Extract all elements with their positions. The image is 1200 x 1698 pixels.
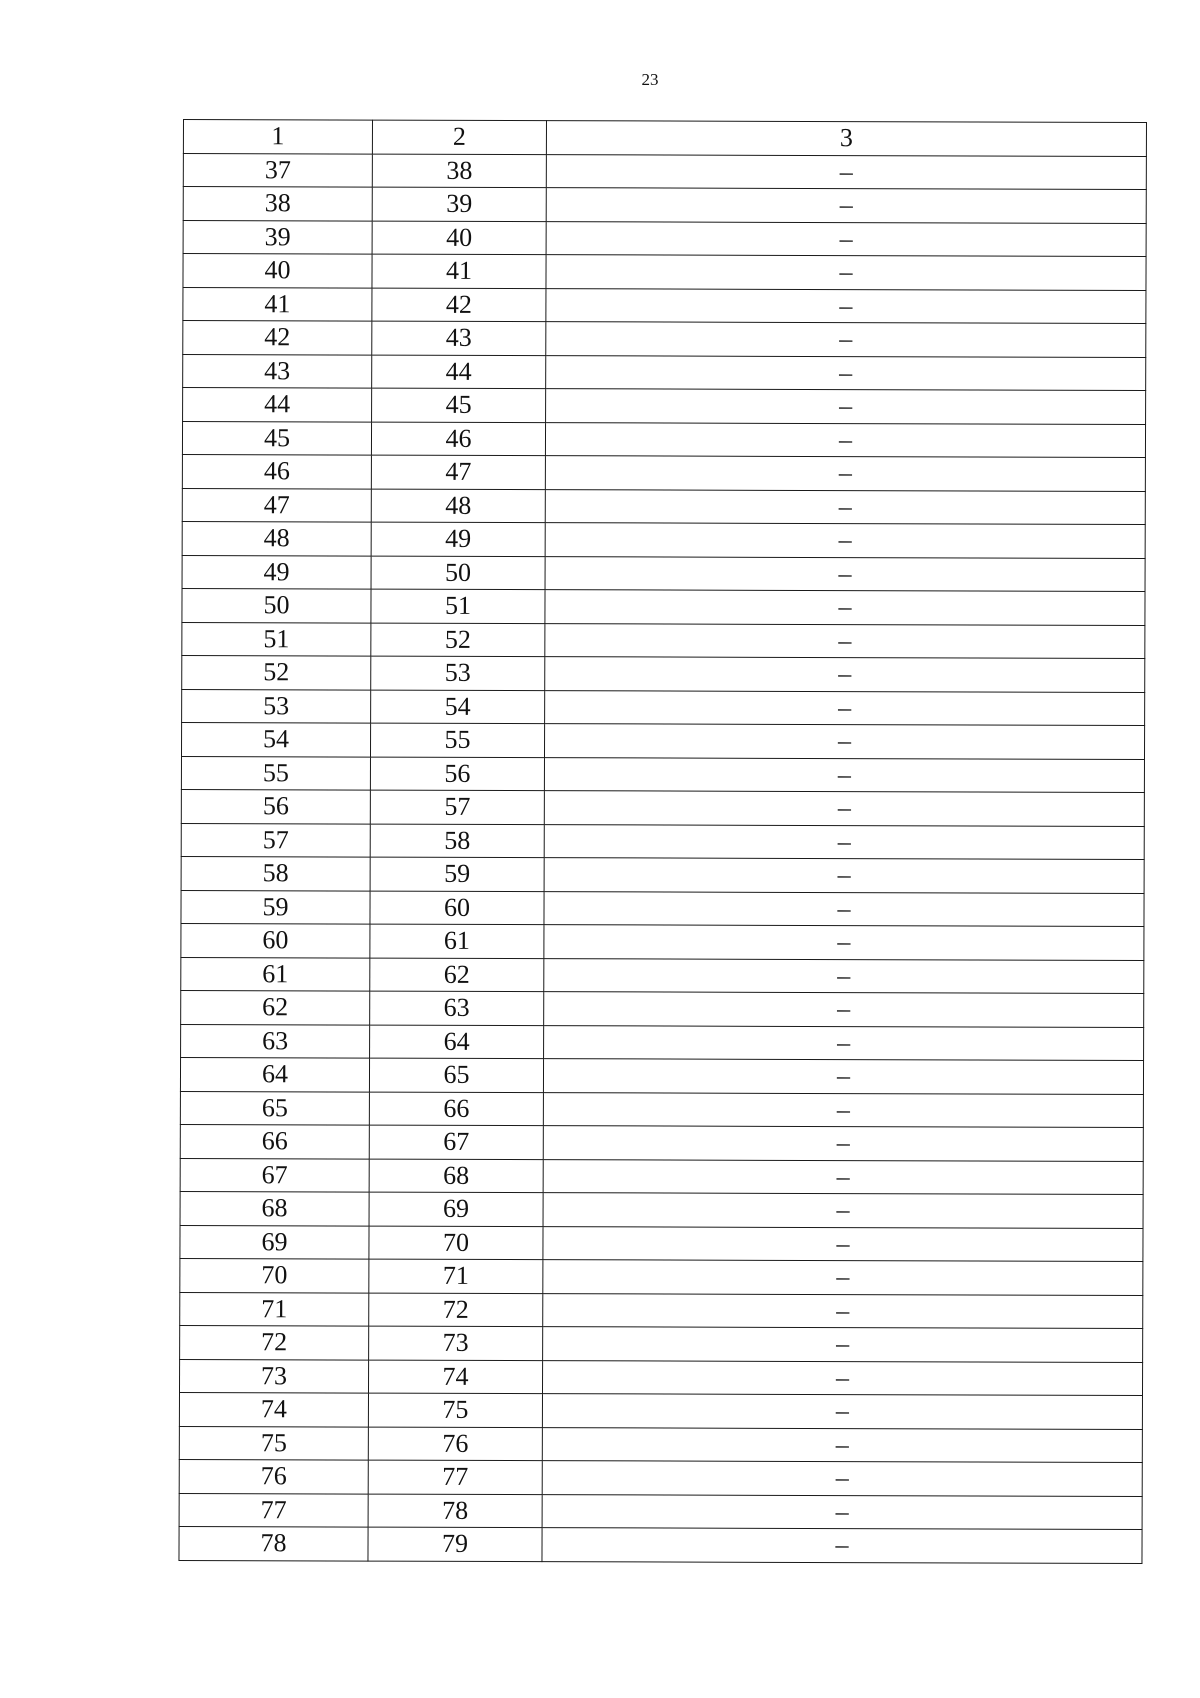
table-cell-col-1: 46 [182,454,371,488]
table-row [182,454,1145,491]
table-cell-col-3: – [544,1025,1144,1060]
table-row [179,1426,1142,1463]
table-cell-col-2: 55 [370,723,544,757]
table-cell-col-2: 67 [369,1125,543,1159]
table-row [182,689,1145,726]
table-cell-col-2: 50 [371,556,545,590]
table-row [181,756,1144,793]
table-cell-col-2: 68 [369,1159,543,1193]
table-cell-col-1: 60 [181,923,370,957]
table-row [183,287,1146,324]
table-cell-col-2: 43 [372,321,546,355]
table-cell-col-2: 40 [372,221,546,255]
table-cell-col-1: 77 [179,1493,368,1527]
table-body [179,120,1147,1564]
table-cell-col-1: 42 [183,321,372,355]
table-cell-col-3: – [542,1461,1142,1496]
table-cell-col-2: 49 [371,522,545,556]
table-row [180,1124,1143,1161]
table-row [183,220,1146,257]
table-cell-col-3: – [543,1293,1143,1328]
column-header-2: 2 [372,120,546,154]
table-row [181,856,1144,893]
table-cell-col-1: 37 [183,153,372,187]
table-cell-col-3: – [544,858,1144,893]
table-cell-col-3: – [545,556,1145,591]
table-cell-col-2: 75 [368,1393,542,1427]
table-cell-col-2: 60 [370,891,544,925]
table-cell-col-1: 68 [180,1191,369,1225]
data-table [178,119,1147,1564]
table-row [182,588,1145,625]
table-cell-col-2: 52 [371,623,545,657]
table-cell-col-1: 78 [179,1526,368,1560]
table-row [183,187,1146,224]
table-cell-col-1: 56 [181,789,370,823]
table-row [182,488,1145,525]
table-cell-col-3: – [544,925,1144,960]
table-row [181,957,1144,994]
table-cell-col-2: 42 [372,288,546,322]
table-cell-col-2: 64 [370,1025,544,1059]
table-cell-col-2: 61 [370,924,544,958]
column-header-1: 1 [183,120,372,154]
table-cell-col-2: 51 [371,589,545,623]
table-row [180,1292,1143,1329]
table-cell-col-3: – [544,757,1144,792]
table-cell-col-1: 55 [181,756,370,790]
table-cell-col-2: 65 [369,1058,543,1092]
table-cell-col-1: 64 [180,1057,369,1091]
table-row [183,354,1146,391]
table-cell-col-1: 43 [183,354,372,388]
table-cell-col-1: 75 [179,1426,368,1460]
table-cell-col-1: 63 [181,1024,370,1058]
table-cell-col-3: – [542,1494,1142,1529]
table-row [179,1392,1142,1429]
table-cell-col-1: 73 [179,1359,368,1393]
table-cell-col-3: – [546,389,1146,424]
table-cell-col-3: – [544,724,1144,759]
table-row [180,1158,1143,1195]
table-cell-col-2: 46 [371,422,545,456]
table-cell-col-3: – [546,255,1146,290]
table-row [183,153,1146,190]
table-cell-col-3: – [543,1092,1143,1127]
table-cell-col-3: – [546,188,1146,223]
table-cell-col-2: 48 [371,489,545,523]
table-cell-col-1: 47 [182,488,371,522]
table-cell-col-1: 54 [181,722,370,756]
table-cell-col-1: 51 [182,622,371,656]
table-cell-col-3: – [546,221,1146,256]
table-cell-col-1: 52 [182,655,371,689]
table-cell-col-1: 76 [179,1459,368,1493]
table-row [181,990,1144,1027]
table-cell-col-3: – [544,891,1144,926]
table-row [180,1091,1143,1128]
table-row [180,1325,1143,1362]
table-cell-col-3: – [545,523,1145,558]
table-cell-col-2: 57 [370,790,544,824]
table-row [182,421,1145,458]
table-cell-col-1: 74 [179,1392,368,1426]
table-row [179,1459,1142,1496]
table-cell-col-3: – [546,288,1146,323]
table-cell-col-2: 41 [372,254,546,288]
table-row [183,321,1146,358]
table-row [181,890,1144,927]
table-cell-col-3: – [545,657,1145,692]
table-cell-col-3: – [542,1394,1142,1429]
table-cell-col-1: 40 [183,254,372,288]
table-cell-col-3: – [545,489,1145,524]
table-cell-col-1: 70 [180,1258,369,1292]
table-cell-col-3: – [543,1193,1143,1228]
table-cell-col-2: 63 [370,991,544,1025]
table-row [181,789,1144,826]
table-cell-col-3: – [546,355,1146,390]
table-cell-col-3: – [542,1528,1142,1563]
table-cell-col-1: 53 [182,689,371,723]
table-row [179,1493,1142,1530]
table-cell-col-1: 50 [182,588,371,622]
table-row [182,655,1145,692]
table-cell-col-2: 73 [369,1326,543,1360]
table-cell-col-3: – [546,154,1146,189]
table-cell-col-1: 39 [183,220,372,254]
table-cell-col-2: 76 [368,1427,542,1461]
table-cell-col-1: 58 [181,856,370,890]
table-row [180,1258,1143,1295]
table-cell-col-1: 61 [181,957,370,991]
table-cell-col-2: 44 [372,355,546,389]
table-row [181,722,1144,759]
column-header-3: 3 [546,121,1146,156]
table-row [180,1057,1143,1094]
table-cell-col-1: 45 [182,421,371,455]
table-cell-col-2: 70 [369,1226,543,1260]
table-cell-col-1: 67 [180,1158,369,1192]
table-cell-col-1: 48 [182,521,371,555]
table-cell-col-2: 54 [371,690,545,724]
table-cell-col-2: 62 [370,958,544,992]
table-cell-col-2: 69 [369,1192,543,1226]
table-cell-col-3: – [543,1159,1143,1194]
table-cell-col-3: – [545,590,1145,625]
table-row [180,1191,1143,1228]
table-cell-col-2: 56 [370,757,544,791]
table-cell-col-1: 49 [182,555,371,589]
table-row [179,1359,1142,1396]
table-cell-col-1: 57 [181,823,370,857]
table-cell-col-1: 44 [183,388,372,422]
table-row [180,1225,1143,1262]
table-cell-col-3: – [543,1059,1143,1094]
table-row [182,521,1145,558]
table-cell-col-3: – [545,456,1145,491]
table-cell-col-2: 71 [369,1259,543,1293]
table-cell-col-3: – [543,1260,1143,1295]
table-row [181,823,1144,860]
table-cell-col-2: 58 [370,824,544,858]
table-cell-col-2: 38 [372,154,546,188]
table-header-row [183,120,1146,157]
table-cell-col-2: 78 [368,1494,542,1528]
table-cell-col-3: – [543,1126,1143,1161]
table-cell-col-3: – [543,1226,1143,1261]
page-number: 23 [641,70,659,89]
table-row [183,254,1146,291]
table-cell-col-2: 59 [370,857,544,891]
table-cell-col-3: – [544,824,1144,859]
table-row [179,1526,1142,1563]
table-cell-col-3: – [543,1327,1143,1362]
table-cell-col-2: 77 [368,1460,542,1494]
table-cell-col-3: – [542,1427,1142,1462]
table-cell-col-1: 38 [183,187,372,221]
table-cell-col-1: 72 [180,1325,369,1359]
table-cell-col-3: – [545,690,1145,725]
table-cell-col-3: – [542,1360,1142,1395]
table-cell-col-1: 66 [180,1124,369,1158]
table-cell-col-1: 71 [180,1292,369,1326]
table-cell-col-2: 79 [368,1527,542,1561]
table-cell-col-3: – [546,322,1146,357]
table-cell-col-2: 47 [371,455,545,489]
table-cell-col-2: 74 [368,1360,542,1394]
table-row [182,555,1145,592]
table-cell-col-2: 39 [372,187,546,221]
table-cell-col-1: 59 [181,890,370,924]
table-cell-col-2: 53 [371,656,545,690]
table-row [182,622,1145,659]
table-cell-col-1: 62 [181,990,370,1024]
table-cell-col-1: 69 [180,1225,369,1259]
table-cell-col-3: – [545,623,1145,658]
table-cell-col-1: 41 [183,287,372,321]
table-cell-col-2: 66 [369,1092,543,1126]
table-row [181,1024,1144,1061]
table-cell-col-3: – [544,958,1144,993]
table-cell-col-3: – [544,791,1144,826]
table-row [181,923,1144,960]
table-cell-col-2: 72 [369,1293,543,1327]
table-cell-col-2: 45 [372,388,546,422]
table-cell-col-3: – [545,422,1145,457]
table-cell-col-1: 65 [180,1091,369,1125]
table-cell-col-3: – [544,992,1144,1027]
table-row [183,388,1146,425]
